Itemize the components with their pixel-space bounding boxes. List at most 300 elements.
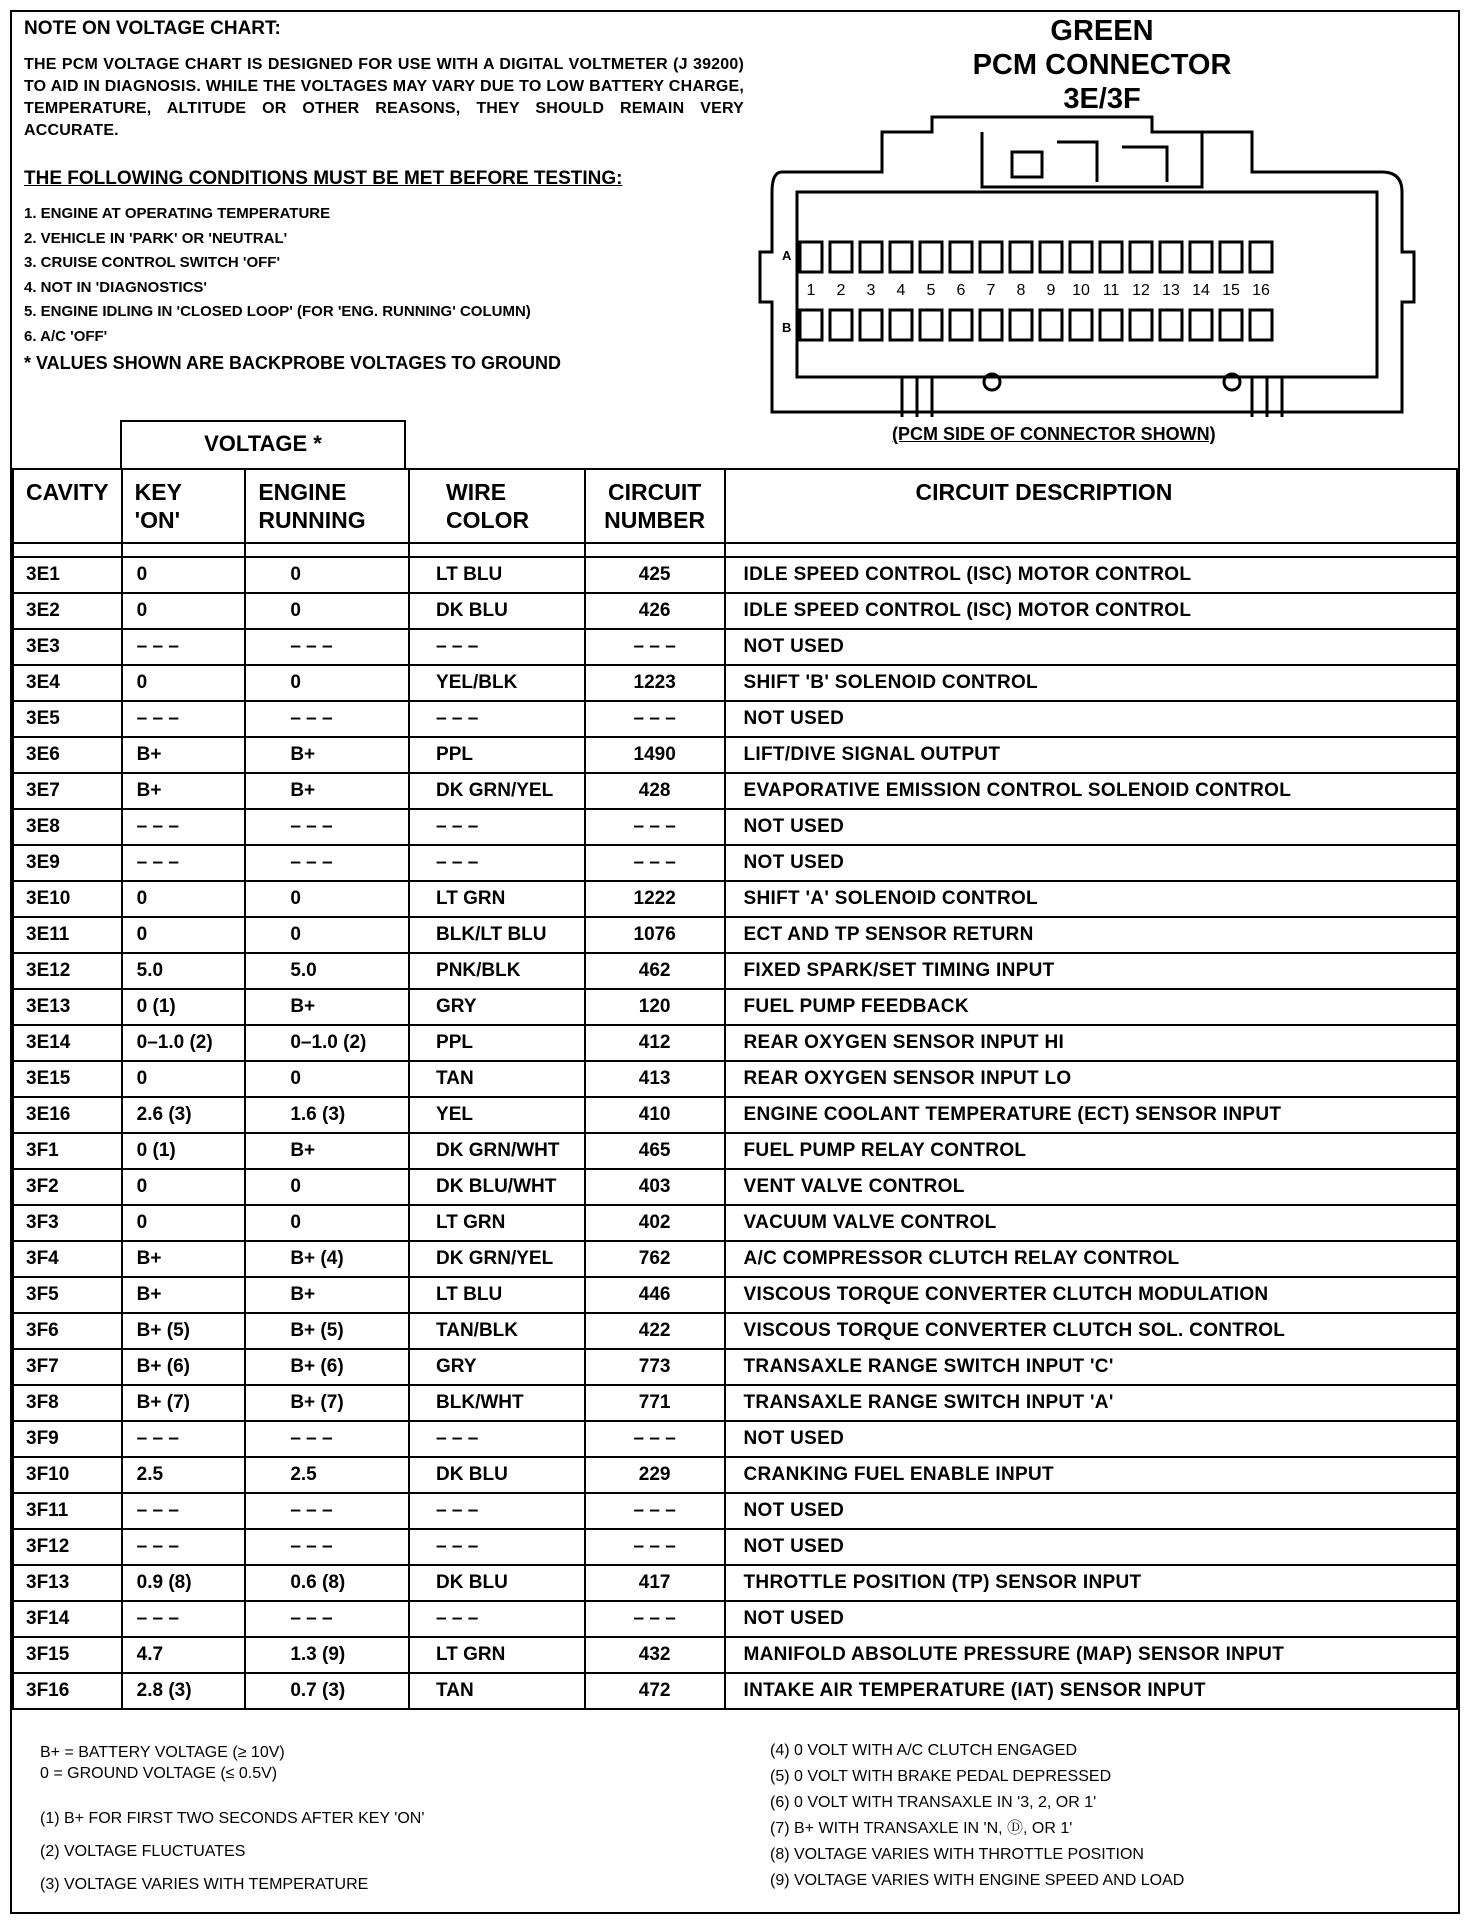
condition-item: 1. ENGINE AT OPERATING TEMPERATURE [24,205,331,222]
pin-cavity-a [1220,242,1242,272]
footnote-2: (2) VOLTAGE FLUCTUATES [40,1843,246,1860]
footnote-3: (3) VOLTAGE VARIES WITH TEMPERATURE [40,1876,369,1893]
pin-number: 8 [1016,282,1026,299]
cell-circuit-number: 771 [585,1385,725,1421]
table-header-row [13,469,1457,543]
cell-circuit-number: 1223 [585,665,725,701]
cell-wire-color: BLK/WHT [409,1385,585,1421]
legend-right [770,1738,1410,1894]
cell-circuit-description: FUEL PUMP FEEDBACK [725,989,1457,1025]
pin-cavity-b [860,310,882,340]
pin-cavity-a [860,242,882,272]
cell-key-on: 0 [122,881,246,917]
cell-key-on: 0 [122,665,246,701]
cell-circuit-description: REAR OXYGEN SENSOR INPUT LO [725,1061,1457,1097]
pin-number: 10 [1072,282,1090,299]
cell-engine-running: – – – [245,629,409,665]
connector-name: PCM CONNECTOR [972,49,1232,81]
footnote-4: (4) 0 VOLT WITH A/C CLUTCH ENGAGED [770,1742,1078,1759]
cell-circuit-number: – – – [585,1601,725,1637]
pin-number: 11 [1102,282,1120,299]
table-row [13,1673,1457,1709]
cell-key-on: 0–1.0 (2) [122,1025,246,1061]
cell-circuit-description: NOT USED [725,701,1457,737]
cell-cavity: 3F13 [13,1565,122,1601]
cell-engine-running: 0 [245,1205,409,1241]
cell-key-on: B+ [122,773,246,809]
cell-key-on: B+ (5) [122,1313,246,1349]
cell-circuit-description: NOT USED [725,1421,1457,1457]
cell-cavity: 3E9 [13,845,122,881]
cell-wire-color: DK GRN/YEL [409,1241,585,1277]
voltage-group-header: VOLTAGE * [120,420,406,468]
cell-engine-running: 0.6 (8) [245,1565,409,1601]
table-row [13,845,1457,881]
cell-circuit-description: SHIFT 'A' SOLENOID CONTROL [725,881,1457,917]
cell-wire-color: LT GRN [409,881,585,917]
note-title: NOTE ON VOLTAGE CHART: [24,18,281,39]
cell-engine-running: 0 [245,881,409,917]
cell-cavity: 3F16 [13,1673,122,1709]
cell-wire-color: – – – [409,845,585,881]
cell-wire-color: PNK/BLK [409,953,585,989]
table-row [13,1097,1457,1133]
pin-number: 13 [1162,282,1180,299]
table-row [13,1313,1457,1349]
cell-circuit-description: EVAPORATIVE EMISSION CONTROL SOLENOID CONTROL [725,773,1457,809]
cell-key-on: 0 [122,1205,246,1241]
pin-cavity-a [1100,242,1122,272]
cell-circuit-number: 1222 [585,881,725,917]
condition-item: 6. A/C 'OFF' [24,327,108,345]
cell-key-on: B+ (6) [122,1349,246,1385]
cell-circuit-description: NOT USED [725,845,1457,881]
cell-engine-running: 0.7 (3) [245,1673,409,1709]
header-engine-running: ENGINE RUNNING [245,469,409,543]
cell-wire-color: – – – [409,1493,585,1529]
pin-cavity-b [1220,310,1242,340]
cell-cavity: 3E11 [13,917,122,953]
cell-cavity: 3E3 [13,629,122,665]
pin-number: 1 [806,282,816,299]
cell-circuit-number: 428 [585,773,725,809]
cell-circuit-description: SHIFT 'B' SOLENOID CONTROL [725,665,1457,701]
cell-wire-color: DK BLU [409,593,585,629]
pin-number: 16 [1252,282,1270,299]
cell-circuit-number: 412 [585,1025,725,1061]
condition-item: 2. VEHICLE IN 'PARK' OR 'NEUTRAL' [24,229,288,247]
cell-circuit-number: – – – [585,1529,725,1565]
pin-cavity-a [1160,242,1182,272]
conditions-title: THE FOLLOWING CONDITIONS MUST BE MET BEFORE TESTING: [24,168,623,189]
cell-key-on: 2.5 [122,1457,246,1493]
pin-cavity-a [920,242,942,272]
pin-number: 9 [1046,282,1056,299]
pin-cavity-b [1190,310,1212,340]
table-row [13,917,1457,953]
cell-wire-color: LT GRN [409,1205,585,1241]
cell-cavity: 3F14 [13,1601,122,1637]
table-row [13,773,1457,809]
cell-circuit-description: VENT VALVE CONTROL [725,1169,1457,1205]
cell-engine-running: 0–1.0 (2) [245,1025,409,1061]
header-spacer-row [13,543,1457,557]
cell-engine-running: 0 [245,917,409,953]
cell-circuit-number: 425 [585,557,725,593]
table-row [13,665,1457,701]
cell-circuit-number: – – – [585,845,725,881]
cell-circuit-number: 417 [585,1565,725,1601]
cell-cavity: 3E4 [13,665,122,701]
cell-cavity: 3E6 [13,737,122,773]
cell-cavity: 3E1 [13,557,122,593]
cell-wire-color: DK BLU [409,1565,585,1601]
cell-engine-running: 0 [245,593,409,629]
cell-cavity: 3F4 [13,1241,122,1277]
cell-wire-color: GRY [409,989,585,1025]
cell-wire-color: – – – [409,701,585,737]
cell-circuit-number: 472 [585,1673,725,1709]
cell-cavity: 3F15 [13,1637,122,1673]
cell-engine-running: – – – [245,701,409,737]
cell-engine-running: B+ (5) [245,1313,409,1349]
cell-circuit-number: – – – [585,1493,725,1529]
cell-circuit-number: 229 [585,1457,725,1493]
pin-cavity-b [1250,310,1272,340]
cell-key-on: 0 (1) [122,989,246,1025]
connector-caption: (PCM SIDE OF CONNECTOR SHOWN) [892,424,1216,444]
footnote-1: (1) B+ FOR FIRST TWO SECONDS AFTER KEY 'ON' [40,1810,425,1827]
pin-number: 6 [956,282,966,299]
cell-circuit-description: THROTTLE POSITION (TP) SENSOR INPUT [725,1565,1457,1601]
cell-engine-running: – – – [245,809,409,845]
table-row [13,881,1457,917]
cell-cavity: 3E10 [13,881,122,917]
cell-key-on: – – – [122,1421,246,1457]
cell-cavity: 3E8 [13,809,122,845]
cell-wire-color: LT BLU [409,1277,585,1313]
cell-cavity: 3F7 [13,1349,122,1385]
cell-circuit-description: CRANKING FUEL ENABLE INPUT [725,1457,1457,1493]
table-row [13,1457,1457,1493]
table-row [13,1349,1457,1385]
row-b-label: B [782,320,792,335]
table-row [13,1241,1457,1277]
pin-cavity-a [1130,242,1152,272]
cell-circuit-description: NOT USED [725,809,1457,845]
cell-circuit-description: LIFT/DIVE SIGNAL OUTPUT [725,737,1457,773]
cell-wire-color: TAN [409,1673,585,1709]
pin-cavity-a [1010,242,1032,272]
pin-cavity-b [1070,310,1092,340]
cell-key-on: 0 [122,557,246,593]
condition-item: 4. NOT IN 'DIAGNOSTICS' [24,278,207,296]
cell-cavity: 3F1 [13,1133,122,1169]
pin-number: 14 [1192,282,1210,299]
cell-circuit-description: FIXED SPARK/SET TIMING INPUT [725,953,1457,989]
cell-circuit-number: 426 [585,593,725,629]
cell-key-on: B+ (7) [122,1385,246,1421]
cell-wire-color: GRY [409,1349,585,1385]
footnote-6: (6) 0 VOLT WITH TRANSAXLE IN '3, 2, OR 1' [770,1794,1097,1811]
connector-title [932,14,1272,116]
cell-key-on: 0 [122,1169,246,1205]
cell-circuit-description: NOT USED [725,1601,1457,1637]
cell-key-on: – – – [122,1493,246,1529]
header-circuit-number: CIRCUIT NUMBER [585,469,725,543]
note-body: THE PCM VOLTAGE CHART IS DESIGNED FOR USE WITH A DIGITAL VOLTMETER (J 39200) TO AID IN DIAGNOSIS. WHILE THE VOLTAGES MAY VARY DUE TO LOW BATTERY CHARGE, TEMPERATURE, ALTITUDE OR OTHER REASONS, THEY SHOULD REMAIN VERY ACCURATE. [24,56,744,139]
legend-ground: 0 = GROUND VOLTAGE (≤ 0.5V) [40,1765,278,1782]
cell-circuit-number: 1490 [585,737,725,773]
cell-circuit-number: 413 [585,1061,725,1097]
cell-engine-running: – – – [245,1493,409,1529]
pin-cavity-a [1250,242,1272,272]
cell-circuit-number: 120 [585,989,725,1025]
backprobe-note: * VALUES SHOWN ARE BACKPROBE VOLTAGES TO GROUND [24,353,562,373]
footnote-7: (7) B+ WITH TRANSAXLE IN 'N, Ⓓ, OR 1' [770,1820,1073,1837]
pin-cavity-b [1010,310,1032,340]
cell-key-on: – – – [122,809,246,845]
connector-color: GREEN [1050,15,1154,47]
pin-cavity-b [1100,310,1122,340]
cell-key-on: 2.8 (3) [122,1673,246,1709]
cell-engine-running: 0 [245,1061,409,1097]
cell-engine-running: 5.0 [245,953,409,989]
cell-engine-running: 0 [245,665,409,701]
pin-number: 15 [1222,282,1240,299]
footnote-5: (5) 0 VOLT WITH BRAKE PEDAL DEPRESSED [770,1768,1112,1785]
cell-circuit-number: – – – [585,1421,725,1457]
cell-circuit-description: NOT USED [725,1493,1457,1529]
cell-wire-color: – – – [409,1601,585,1637]
cell-wire-color: – – – [409,809,585,845]
pin-cavity-b [920,310,942,340]
cell-circuit-number: 446 [585,1277,725,1313]
footnote-8: (8) VOLTAGE VARIES WITH THROTTLE POSITION [770,1846,1144,1863]
header-cavity: CAVITY [13,469,122,543]
cell-engine-running: – – – [245,1529,409,1565]
cell-engine-running: 2.5 [245,1457,409,1493]
table-row [13,1637,1457,1673]
pin-cavity-b [800,310,822,340]
legend-left [40,1742,740,1895]
cell-circuit-number: 1076 [585,917,725,953]
cell-wire-color: TAN/BLK [409,1313,585,1349]
cell-circuit-description: TRANSAXLE RANGE SWITCH INPUT 'A' [725,1385,1457,1421]
legend-bplus: B+ = BATTERY VOLTAGE (≥ 10V) [40,1744,285,1761]
cell-key-on: 4.7 [122,1637,246,1673]
cell-wire-color: PPL [409,737,585,773]
pin-cavity-a [950,242,972,272]
pin-cavity-a [830,242,852,272]
cell-circuit-description: MANIFOLD ABSOLUTE PRESSURE (MAP) SENSOR INPUT [725,1637,1457,1673]
cell-wire-color: YEL/BLK [409,665,585,701]
table-row [13,953,1457,989]
table-row [13,629,1457,665]
cell-key-on: 0 [122,593,246,629]
table-row [13,809,1457,845]
cell-circuit-number: 465 [585,1133,725,1169]
cell-circuit-description: ECT AND TP SENSOR RETURN [725,917,1457,953]
header-circuit-description: CIRCUIT DESCRIPTION [725,469,1457,543]
cell-cavity: 3F2 [13,1169,122,1205]
pin-cavity-a [980,242,1002,272]
cell-engine-running: B+ [245,1277,409,1313]
cell-cavity: 3F11 [13,1493,122,1529]
cell-engine-running: B+ [245,737,409,773]
cell-cavity: 3E5 [13,701,122,737]
cell-circuit-description: VISCOUS TORQUE CONVERTER CLUTCH SOL. CONTROL [725,1313,1457,1349]
pin-cavity-b [980,310,1002,340]
cell-circuit-description: FUEL PUMP RELAY CONTROL [725,1133,1457,1169]
cell-circuit-description: ENGINE COOLANT TEMPERATURE (ECT) SENSOR INPUT [725,1097,1457,1133]
table-body [13,557,1457,1709]
cell-engine-running: 1.6 (3) [245,1097,409,1133]
table-row [13,1025,1457,1061]
table-row [13,701,1457,737]
pcm-voltage-table [12,468,1458,1710]
pin-cavity-b [1040,310,1062,340]
cell-key-on: 5.0 [122,953,246,989]
cell-engine-running: 1.3 (9) [245,1637,409,1673]
cell-cavity: 3F3 [13,1205,122,1241]
cell-key-on: – – – [122,701,246,737]
cell-key-on: 0.9 (8) [122,1565,246,1601]
cell-wire-color: PPL [409,1025,585,1061]
pin-cavity-b [1130,310,1152,340]
cell-engine-running: B+ (4) [245,1241,409,1277]
connector-id: 3E/3F [1063,83,1141,115]
cell-wire-color: DK BLU/WHT [409,1169,585,1205]
table-row [13,1277,1457,1313]
table-row [13,593,1457,629]
pin-number: 5 [926,282,936,299]
cell-key-on: – – – [122,1529,246,1565]
cell-engine-running: B+ (7) [245,1385,409,1421]
cell-circuit-description: NOT USED [725,629,1457,665]
cell-cavity: 3E7 [13,773,122,809]
table-row [13,1529,1457,1565]
cell-wire-color: DK GRN/YEL [409,773,585,809]
cell-circuit-description: REAR OXYGEN SENSOR INPUT HI [725,1025,1457,1061]
cell-wire-color: BLK/LT BLU [409,917,585,953]
cell-wire-color: – – – [409,1529,585,1565]
table-row [13,1493,1457,1529]
cell-key-on: 0 [122,917,246,953]
cell-engine-running: B+ [245,773,409,809]
cell-engine-running: B+ (6) [245,1349,409,1385]
cell-wire-color: TAN [409,1061,585,1097]
cell-cavity: 3E16 [13,1097,122,1133]
cell-circuit-number: – – – [585,809,725,845]
cell-circuit-number: 762 [585,1241,725,1277]
cell-engine-running: B+ [245,1133,409,1169]
voltage-chart-note [24,14,744,374]
pin-number: 3 [866,282,876,299]
cell-wire-color: YEL [409,1097,585,1133]
cell-wire-color: – – – [409,1421,585,1457]
pin-rows [800,242,1272,340]
table-row [13,557,1457,593]
cell-engine-running: 0 [245,557,409,593]
cell-key-on: B+ [122,1277,246,1313]
table-row [13,1565,1457,1601]
table-row [13,1133,1457,1169]
condition-item: 3. CRUISE CONTROL SWITCH 'OFF' [24,254,281,271]
cell-wire-color: – – – [409,629,585,665]
cell-engine-running: – – – [245,845,409,881]
cell-key-on: – – – [122,845,246,881]
cell-cavity: 3E2 [13,593,122,629]
cell-cavity: 3F12 [13,1529,122,1565]
cell-wire-color: LT GRN [409,1637,585,1673]
pin-cavity-a [1040,242,1062,272]
pin-number: 12 [1132,282,1150,299]
header-key-on: KEY 'ON' [122,469,246,543]
cell-key-on: 2.6 (3) [122,1097,246,1133]
cell-circuit-description: NOT USED [725,1529,1457,1565]
cell-key-on: 0 [122,1061,246,1097]
cell-circuit-description: INTAKE AIR TEMPERATURE (IAT) SENSOR INPUT [725,1673,1457,1709]
pin-cavity-b [950,310,972,340]
conditions-list [24,202,744,349]
cell-wire-color: DK GRN/WHT [409,1133,585,1169]
table-row [13,1061,1457,1097]
cell-engine-running: 0 [245,1169,409,1205]
table-row [13,737,1457,773]
pin-cavity-b [830,310,852,340]
cell-cavity: 3E12 [13,953,122,989]
table-row [13,1601,1457,1637]
cell-circuit-number: – – – [585,701,725,737]
cell-wire-color: LT BLU [409,557,585,593]
cell-circuit-description: IDLE SPEED CONTROL (ISC) MOTOR CONTROL [725,557,1457,593]
pin-number: 4 [896,282,906,299]
cell-key-on: – – – [122,1601,246,1637]
table-row [13,1385,1457,1421]
cell-cavity: 3F8 [13,1385,122,1421]
table-row [13,1205,1457,1241]
cell-circuit-number: 402 [585,1205,725,1241]
pin-cavity-b [890,310,912,340]
cell-circuit-number: 403 [585,1169,725,1205]
cell-cavity: 3E14 [13,1025,122,1061]
cell-cavity: 3E15 [13,1061,122,1097]
pin-cavity-a [1070,242,1092,272]
cell-circuit-description: TRANSAXLE RANGE SWITCH INPUT 'C' [725,1349,1457,1385]
pin-cavity-a [890,242,912,272]
cell-circuit-description: IDLE SPEED CONTROL (ISC) MOTOR CONTROL [725,593,1457,629]
header-wire-color: WIRE COLOR [409,469,585,543]
cell-circuit-description: VACUUM VALVE CONTROL [725,1205,1457,1241]
cell-cavity: 3F10 [13,1457,122,1493]
cell-circuit-description: A/C COMPRESSOR CLUTCH RELAY CONTROL [725,1241,1457,1277]
row-a-label: A [782,248,792,263]
cell-circuit-description: VISCOUS TORQUE CONVERTER CLUTCH MODULATION [725,1277,1457,1313]
pin-number: 2 [836,282,846,299]
table-row [13,989,1457,1025]
pin-number: 7 [986,282,996,299]
cell-key-on: 0 (1) [122,1133,246,1169]
cell-circuit-number: 410 [585,1097,725,1133]
footnote-9: (9) VOLTAGE VARIES WITH ENGINE SPEED AND LOAD [770,1872,1185,1889]
condition-item: 5. ENGINE IDLING IN 'CLOSED LOOP' (FOR 'ENG. RUNNING' COLUMN) [24,303,531,320]
document-sheet [10,10,1460,1914]
table-row [13,1169,1457,1205]
cell-engine-running: – – – [245,1601,409,1637]
cell-engine-running: – – – [245,1421,409,1457]
cell-circuit-number: 462 [585,953,725,989]
